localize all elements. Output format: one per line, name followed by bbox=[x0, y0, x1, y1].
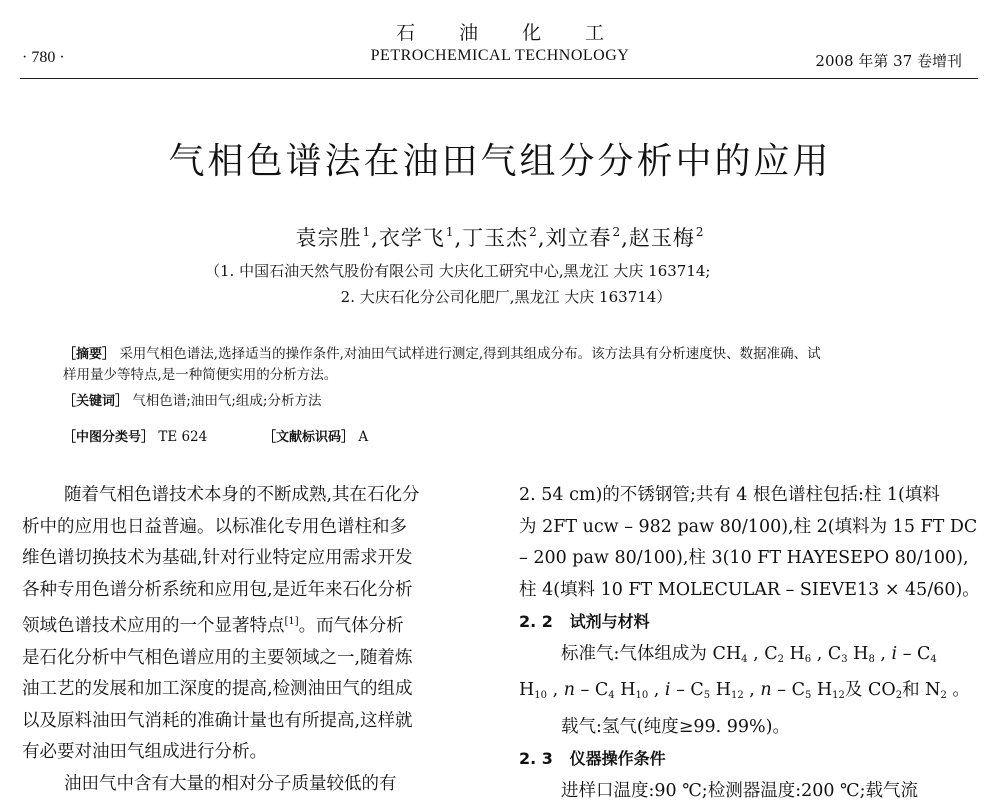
page-number: · 780 · bbox=[22, 49, 65, 67]
article-title: 气相色谱法在油田气组分分析中的应用 bbox=[0, 133, 1000, 184]
issue-info: 2008 年第 37 卷增刊 bbox=[815, 50, 962, 71]
body-line: 柱 4(填料 10 FT MOLECULAR – SIEVE13 × 45/60)。 bbox=[519, 575, 979, 607]
doc-code-label: ［文献标识码］ bbox=[263, 430, 354, 445]
clc-label: ［中图分类号］ bbox=[63, 430, 154, 445]
keywords-label: ［关键词］ bbox=[63, 394, 128, 409]
doc-code-value: A bbox=[358, 429, 368, 445]
body-line: 各种专用色谱分析系统和应用包,是近年来石化分析 bbox=[22, 575, 482, 607]
body-line: 随着气相色谱技术本身的不断成熟,其在石化分 bbox=[22, 480, 482, 512]
carrier-gas-line: 载气:氢气(纯度≥99. 99%)。 bbox=[519, 712, 979, 744]
affiliation-1: （1. 中国石油天然气股份有限公司 大庆化工研究中心,黑龙江 大庆 163714; bbox=[205, 260, 710, 281]
affiliation-2: 2. 大庆石化分公司化肥厂,黑龙江 大庆 163714） bbox=[0, 286, 1000, 307]
journal-title-en: PETROCHEMICAL TECHNOLOGY bbox=[0, 47, 1000, 65]
section-heading-2-2: 2. 2 试剂与材料 bbox=[519, 606, 979, 639]
author: 衣学飞$^1$, bbox=[379, 226, 462, 250]
body-line: 2. 54 cm)的不锈钢管;共有 4 根色谱柱包括:柱 1(填料 bbox=[519, 480, 979, 512]
keywords-text: 气相色谱;油田气;组成;分析方法 bbox=[132, 393, 321, 409]
author-list bbox=[0, 222, 1000, 252]
left-column bbox=[22, 480, 482, 800]
conditions-line: 进样口温度:90 ℃;检测器温度:200 ℃;载气流 bbox=[519, 776, 979, 807]
abstract-text-1: 采用气相色谱法,选择适当的操作条件,对油田气试样进行测定,得到其组成分布。该方法具有分析速度快、数据准确、试 bbox=[119, 346, 820, 362]
standard-gas-line: 标准气:气体组成为 $CH_4$ , $C_2$ $H_6$ , $C_3$ $H_8$ , i – $C_4$ bbox=[519, 639, 979, 676]
body-line: 有必要对油田气组成进行分析。 bbox=[22, 737, 482, 769]
clc-value: TE 624 bbox=[158, 429, 207, 445]
abstract-text-2: 样用量少等特点,是一种简便实用的分析方法。 bbox=[63, 365, 943, 386]
body-line: 析中的应用也日益普遍。以标准化专用色谱柱和多 bbox=[22, 512, 482, 544]
body-line: – 200 paw 80/100),柱 3(10 FT HAYESEPO 80/100), bbox=[519, 543, 979, 575]
body-line: 领域色谱技术应用的一个显著特点[1]。而气体分析 bbox=[22, 606, 482, 643]
clc-row bbox=[63, 426, 207, 445]
abstract bbox=[63, 344, 943, 412]
author: 丁玉杰$^2$, bbox=[462, 226, 545, 250]
body-line: 以及原料油田气消耗的准确计量也有所提高,这样就 bbox=[22, 706, 482, 738]
citation-ref: [1] bbox=[285, 616, 299, 627]
author: 赵玉梅$^2$ bbox=[629, 226, 705, 250]
section-heading-2-3: 2. 3 仪器操作条件 bbox=[519, 743, 979, 776]
header-rule bbox=[20, 78, 978, 79]
body-line: 油工艺的发展和加工深度的提高,检测油田气的组成 bbox=[22, 674, 482, 706]
author: 袁宗胜$^1$, bbox=[296, 226, 379, 250]
standard-gas-line-2: $H_{10}$ , n – $C_4$ $H_{10}$ , i – $C_5$ $H_{12}$ , n – $C_5$ $H_{12}$及 $CO_2$和 $N_2$ 。 bbox=[519, 675, 979, 712]
right-column bbox=[519, 480, 979, 807]
body-line: 为 2FT ucw – 982 paw 80/100),柱 2(填料为 15 FT DC bbox=[519, 512, 979, 544]
doc-code-row bbox=[263, 426, 368, 445]
body-line: 是石化分析中气相色谱应用的主要领域之一,随着炼 bbox=[22, 643, 482, 675]
author: 刘立春$^2$, bbox=[546, 226, 629, 250]
abstract-label: ［摘要］ bbox=[63, 347, 115, 362]
journal-title-cn: 石油化工 bbox=[0, 18, 1000, 45]
body-line: 油田气中含有大量的相对分子质量较低的有 bbox=[22, 769, 482, 801]
body-line: 维色谱切换技术为基础,针对行业特定应用需求开发 bbox=[22, 543, 482, 575]
